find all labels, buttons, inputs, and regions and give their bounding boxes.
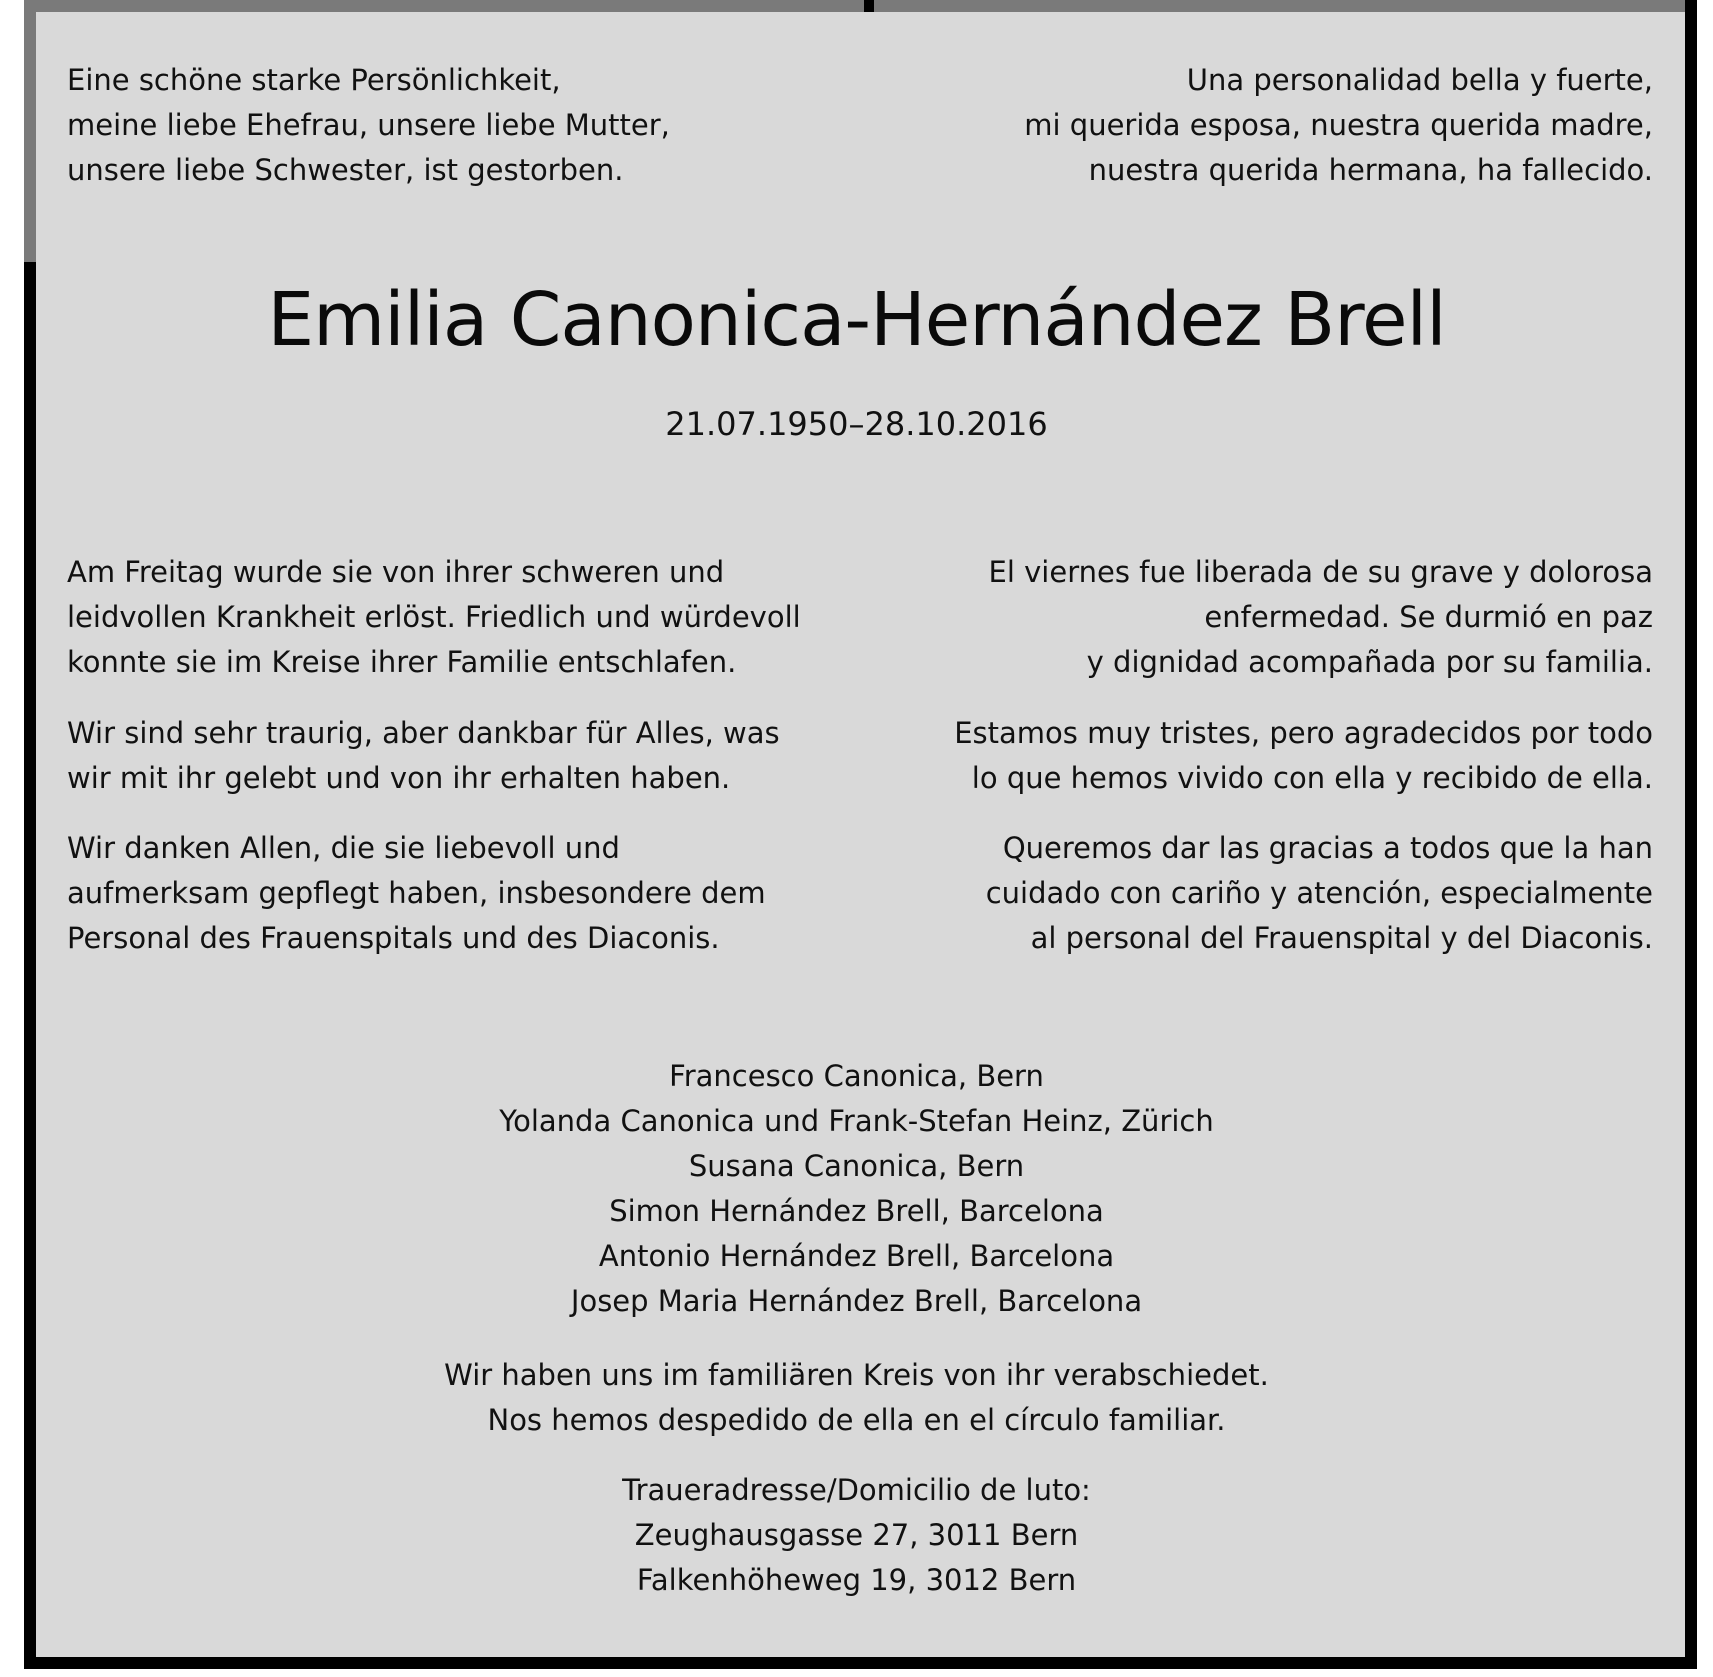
mourning-address: Traueradresse/Domicilio de luto: Zeughausgasse 27, 3011 Bern Falkenhöheweg 19, 3012 Bern (622, 1473, 1091, 1597)
life-dates: 21.07.1950–28.10.2016 (665, 405, 1048, 443)
body-spanish-1: El viernes fue liberada de su grave y dolorosa enfermedad. Se durmió en paz y dignidad acompañada por su familia. (988, 555, 1653, 679)
body-german-3: Wir danken Allen, die sie liebevoll und aufmerksam gepflegt haben, insbesondere dem Personal des Frauenspitals und des Diaconis. (67, 831, 766, 955)
frame-top-notch (864, 0, 874, 12)
deceased-name: Emilia Canonica-Hernández Brell (267, 277, 1446, 363)
frame-shade-left (24, 0, 36, 262)
farewell-note: Wir haben uns im familiären Kreis von ihr verabschiedet. Nos hemos despedido de ella en el círculo familiar. (444, 1358, 1269, 1437)
intro-spanish: Una personalidad bella y fuerte, mi querida esposa, nuestra querida madre, nuestra querida hermana, ha fallecido. (1024, 63, 1653, 187)
intro-german: Eine schöne starke Persönlichkeit, meine liebe Ehefrau, unsere liebe Mutter, unsere liebe Schwester, ist gestorben. (67, 63, 670, 187)
mourners-list: Francesco Canonica, Bern Yolanda Canonica und Frank-Stefan Heinz, Zürich Susana Canonica, Bern Simon Hernández Brell, Barcelona Antonio Hernández Brell, Barcelona Josep Maria Hernández Brell, Barcelona (499, 1059, 1214, 1318)
body-spanish-3: Queremos dar las gracias a todos que la han cuidado con cariño y atención, especialmente al personal del Frauenspital y del Diaconis. (985, 831, 1653, 955)
body-german-2: Wir sind sehr traurig, aber dankbar für Alles, was wir mit ihr gelebt und von ihr erhalten haben. (67, 716, 780, 795)
body-german-1: Am Freitag wurde sie von ihrer schweren und leidvollen Krankheit erlöst. Friedlich und würdevoll konnte sie im Kreise ihrer Familie entschlafen. (67, 555, 801, 679)
frame-corner-right (1685, 0, 1697, 14)
body-spanish-2: Estamos muy tristes, pero agradecidos por todo lo que hemos vivido con ella y recibido de ella. (954, 716, 1653, 795)
